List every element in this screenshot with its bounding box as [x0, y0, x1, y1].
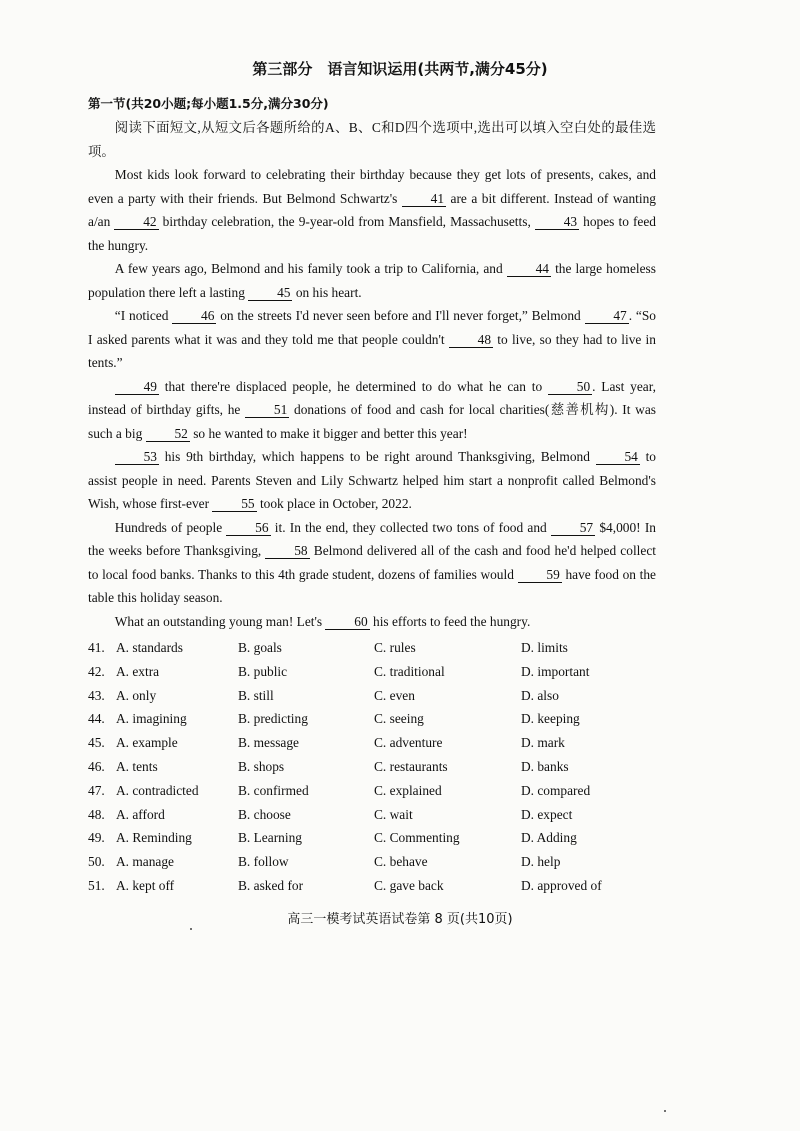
answer-blank: 52: [146, 426, 190, 442]
question-number: 49.: [88, 830, 105, 846]
option-a: A. example: [116, 735, 178, 751]
option-row: [88, 664, 688, 688]
question-number: 48.: [88, 806, 105, 822]
question-number: 47.: [88, 782, 105, 798]
option-c: C. rules: [374, 640, 416, 655]
answer-blank: 42: [114, 214, 158, 230]
passage-text: that there're displaced people, he determined to do what he can to: [158, 378, 548, 394]
option-b: B. confirmed: [238, 782, 309, 798]
question-number: 41.: [88, 640, 105, 655]
option-row: [88, 759, 688, 783]
passage-paragraph: [88, 375, 656, 446]
option-b: B. asked for: [238, 877, 304, 893]
option-d: D. expect: [521, 806, 573, 822]
answer-blank: 60: [325, 614, 369, 630]
option-c: C. explained: [374, 782, 442, 798]
page-footer: 高三一模考试英语试卷第 8 页(共10页): [287, 912, 513, 927]
answer-blank: 56: [226, 520, 270, 536]
option-row: [88, 830, 688, 854]
passage-text: took place in October, 2022.: [256, 496, 412, 511]
answer-blank: 45: [248, 285, 292, 301]
option-b: B. public: [238, 663, 288, 679]
option-b: B. still: [238, 687, 274, 703]
passage-text: it. In the end, they collected two tons of food and: [270, 519, 551, 535]
option-c: C. wait: [374, 806, 413, 822]
passage-text: . “So I asked parents what it was and they told me that people couldn't: [88, 308, 656, 347]
option-a: A. kept off: [116, 877, 175, 893]
answer-blank: 44: [507, 261, 551, 277]
option-b: B. follow: [238, 854, 289, 870]
option-row: [88, 688, 688, 712]
option-row: [88, 878, 688, 902]
answer-blank: 55: [212, 496, 256, 512]
passage-text: his 9th birthday, which happens to be right around Thanksgiving, Belmond: [158, 449, 596, 464]
passage-text: A few years ago, Belmond and his family took a trip to California, and: [114, 261, 507, 276]
passage-paragraph: [88, 610, 656, 634]
answer-options: [88, 640, 688, 902]
option-b: B. message: [238, 735, 299, 751]
option-d: D. also: [521, 687, 559, 703]
answer-blank: 43: [535, 214, 579, 230]
option-row: [88, 735, 688, 759]
option-row: [88, 640, 688, 664]
passage-text: birthday celebration, the 9-year-old from Mansfield, Massachusetts,: [158, 214, 535, 229]
question-number: 42.: [88, 663, 105, 679]
option-a: A. afford: [116, 806, 165, 822]
option-row: [88, 807, 688, 831]
option-b: B. Learning: [238, 830, 302, 846]
answer-blank: 57: [551, 520, 595, 536]
answer-blank: 59: [518, 567, 562, 583]
section-title: 第一节(共20小题;每小题1.5分,满分30分): [88, 96, 329, 111]
passage-paragraph: [88, 516, 656, 610]
answer-blank: 48: [449, 332, 493, 348]
answer-blank: 54: [596, 449, 640, 465]
passage-text: on his heart.: [292, 284, 362, 300]
option-b: B. goals: [238, 640, 282, 655]
option-a: A. manage: [116, 854, 175, 870]
passage-text: to assist people in need. Parents Steven and Lily Schwartz helped him start a nonprofit called Belmond's Wish, whose first-ever: [88, 449, 656, 511]
option-a: A. only: [116, 687, 157, 703]
option-a: A. contradicted: [116, 782, 199, 798]
passage-text: hopes to feed the hungry.: [88, 214, 657, 253]
option-a: A. standards: [116, 640, 183, 655]
scan-speck: [190, 928, 192, 930]
passage-text: have food on the table this holiday season.: [88, 566, 656, 605]
option-d: D. keeping: [521, 711, 580, 727]
scan-speck: [664, 1110, 666, 1112]
answer-blank: 50: [548, 379, 592, 395]
answer-blank: 47: [585, 308, 629, 324]
option-a: A. Reminding: [116, 830, 192, 846]
option-a: A. tents: [116, 758, 158, 774]
passage-text: on the streets I'd never seen before and I'll never forget,” Belmond: [216, 308, 585, 323]
passage-paragraph: [88, 304, 656, 375]
option-d: D. limits: [521, 640, 568, 655]
option-c: C. traditional: [374, 663, 445, 679]
option-b: B. choose: [238, 806, 291, 822]
option-d: D. important: [521, 663, 590, 679]
passage-paragraph: [88, 163, 656, 257]
passage-text: so he wanted to make it bigger and better this year!: [189, 425, 468, 441]
passage-text: to live, so they had to live in tents.”: [88, 331, 656, 370]
option-d: D. banks: [521, 758, 569, 774]
answer-blank: 58: [265, 543, 309, 559]
part-title: 第三部分 语言知识运用(共两节,满分45分): [252, 60, 548, 78]
passage-text: are a bit different. Instead of wanting a/an: [88, 190, 656, 229]
question-number: 50.: [88, 854, 105, 870]
option-c: C. even: [374, 687, 415, 703]
option-c: C. Commenting: [374, 830, 460, 846]
question-number: 51.: [88, 877, 105, 893]
option-row: [88, 783, 688, 807]
answer-blank: 51: [245, 402, 289, 418]
option-d: D. Adding: [521, 830, 577, 846]
question-number: 46.: [88, 758, 105, 774]
option-a: A. extra: [116, 663, 160, 679]
option-c: C. behave: [374, 854, 428, 870]
passage-text: “I noticed: [114, 308, 173, 323]
option-d: D. help: [521, 854, 561, 870]
passage-paragraphs: [88, 163, 656, 633]
answer-blank: 53: [115, 449, 159, 465]
option-c: C. seeing: [374, 711, 424, 727]
question-number: 43.: [88, 687, 105, 703]
option-c: C. adventure: [374, 735, 443, 751]
answer-blank: 49: [115, 379, 159, 395]
option-b: B. shops: [238, 758, 285, 774]
option-c: C. gave back: [374, 877, 444, 893]
option-b: B. predicting: [238, 711, 308, 727]
passage-text: his efforts to feed the hungry.: [369, 613, 531, 629]
passage-text: Hundreds of people: [114, 519, 227, 535]
passage-text: . Last year, instead of birthday gifts, he: [88, 378, 656, 417]
option-a: A. imagining: [116, 711, 187, 727]
passage-text: the large homeless population there left a lasting: [88, 261, 656, 300]
passage-text: Belmond delivered all of the cash and food he'd helped collect to local food banks. Thanks to this 4th grade student, dozens of families would: [88, 543, 656, 582]
reading-passage: [88, 116, 656, 633]
passage-text: $4,000! In the weeks before Thanksgiving,: [88, 519, 656, 558]
instructions: 阅读下面短文,从短文后各题所给的A、B、C和D四个选项中,选出可以填入空白处的最佳选项。: [88, 120, 656, 159]
option-d: D. mark: [521, 735, 565, 751]
passage-text: donations of food and cash for local charities(慈善机构). It was such a big: [88, 402, 657, 441]
option-c: C. restaurants: [374, 758, 448, 774]
option-row: [88, 854, 688, 878]
passage-text: What an outstanding young man! Let's: [114, 613, 326, 629]
question-number: 44.: [88, 711, 105, 727]
option-row: [88, 711, 688, 735]
question-number: 45.: [88, 735, 105, 751]
passage-text: Most kids look forward to celebrating their birthday because they get lots of presents, cakes, and even a party with their friends. But Belmond Schwartz's: [88, 167, 656, 206]
option-d: D. approved of: [521, 877, 602, 893]
passage-paragraph: [88, 445, 656, 516]
answer-blank: 41: [402, 191, 446, 207]
passage-paragraph: [88, 257, 656, 304]
answer-blank: 46: [172, 308, 216, 324]
option-d: D. compared: [521, 782, 591, 798]
